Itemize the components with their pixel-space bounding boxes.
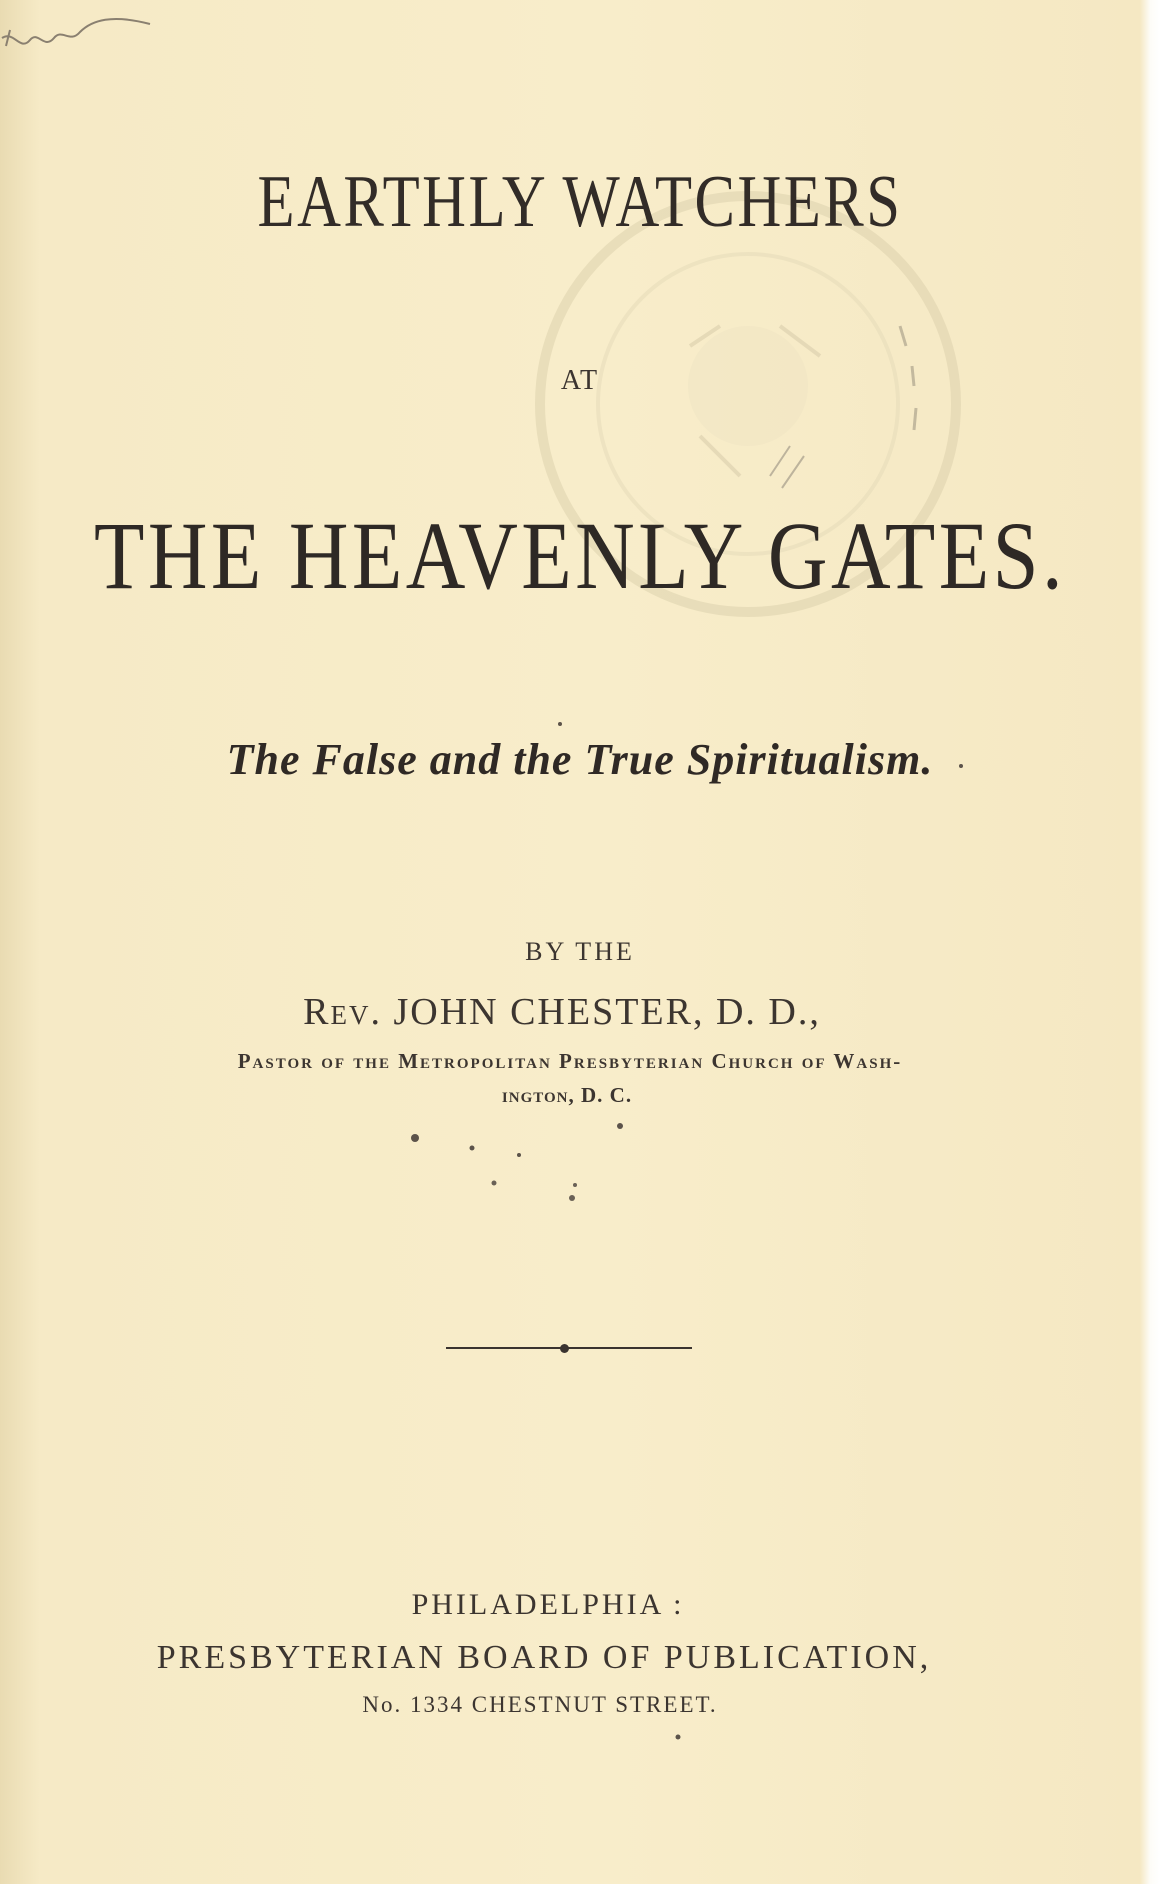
author-name: Rev. JOHN CHESTER, D. D., xyxy=(303,991,821,1033)
imprint-publisher: PRESBYTERIAN BOARD OF PUBLICATION, xyxy=(156,1639,932,1676)
author-position-line-2: ington, D. C. xyxy=(501,1083,633,1107)
title-line-2: THE HEAVENLY GATES. xyxy=(93,502,1067,609)
rule-ornament-dot xyxy=(560,1344,569,1353)
byline-intro: BY THE xyxy=(525,937,635,966)
author-position-line-1: Pastor of the Metropolitan Presbyterian Church of Wash- xyxy=(237,1049,903,1073)
imprint-city: PHILADELPHIA : xyxy=(411,1588,685,1621)
decorative-rule xyxy=(446,1347,692,1349)
pencil-annotation xyxy=(0,0,170,70)
imprint-address: No. 1334 CHESTNUT STREET. xyxy=(362,1692,718,1717)
title-at: AT xyxy=(560,365,600,396)
title-line-1: EARTHLY WATCHERS xyxy=(257,161,903,243)
subtitle: The False and the True Spiritualism. xyxy=(226,735,934,784)
